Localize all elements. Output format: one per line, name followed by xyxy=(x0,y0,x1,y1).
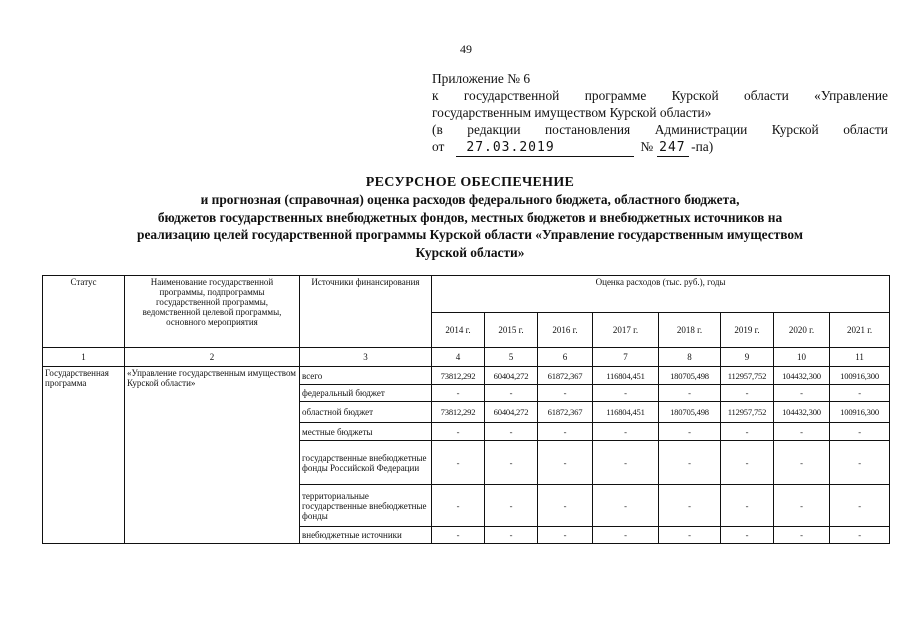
value-cell: - xyxy=(830,385,890,402)
appendix-title: Приложение № 6 xyxy=(432,71,531,86)
heading-line: реализацию целей государственной программы Курской области «Управление государственным имуществом xyxy=(137,227,803,243)
appendix-line-property: государственным имуществом Курской области» xyxy=(432,105,712,120)
value-cell: - xyxy=(432,527,485,544)
heading-line: и прогнозная (справочная) оценка расходов федерального бюджета, областного бюджета, xyxy=(200,192,740,208)
year-header: 2021 г. xyxy=(830,313,890,348)
appendix-word: редакции xyxy=(467,122,521,137)
year-header: 2015 г. xyxy=(485,313,538,348)
value-cell: 73812,292 xyxy=(432,367,485,385)
value-cell: - xyxy=(774,441,830,485)
source-cell: внебюджетные источники xyxy=(300,527,432,544)
column-numbers-row xyxy=(43,348,890,367)
value-cell: 104432,300 xyxy=(774,367,830,385)
header-name: Наименование государственной программы, подпрограммы государственной программы, ведомственной целевой программы, основного мероприятия xyxy=(125,276,300,348)
header-estimate: Оценка расходов (тыс. руб.), годы xyxy=(432,276,890,313)
value-cell: - xyxy=(432,441,485,485)
number-field xyxy=(657,138,689,157)
value-cell: 116804,451 xyxy=(593,367,659,385)
value-cell: - xyxy=(830,441,890,485)
header-status: Статус xyxy=(43,276,125,348)
date-value: 27.03.2019 xyxy=(466,140,555,155)
year-header: 2017 г. xyxy=(593,313,659,348)
value-cell: - xyxy=(485,441,538,485)
number-label: № xyxy=(640,139,654,154)
appendix-word: государственной xyxy=(463,88,560,103)
year-header: 2020 г. xyxy=(774,313,830,348)
column-number: 3 xyxy=(300,348,432,367)
value-cell: 100916,300 xyxy=(830,402,890,423)
value-cell: - xyxy=(721,527,774,544)
value-cell: - xyxy=(659,423,721,441)
source-cell: федеральный бюджет xyxy=(300,385,432,402)
heading-title: РЕСУРСНОЕ ОБЕСПЕЧЕНИЕ xyxy=(365,175,575,190)
value-cell: - xyxy=(538,485,593,527)
value-cell: - xyxy=(774,385,830,402)
value-cell: 100916,300 xyxy=(830,367,890,385)
value-cell: - xyxy=(432,485,485,527)
value-cell: - xyxy=(830,423,890,441)
value-cell: 73812,292 xyxy=(432,402,485,423)
program-name-value: «Управление государственным имуществом Курской области» xyxy=(125,367,300,544)
value-cell: - xyxy=(721,423,774,441)
appendix-word: области xyxy=(744,88,789,103)
value-cell: - xyxy=(659,385,721,402)
column-number: 4 xyxy=(432,348,485,367)
appendix-block xyxy=(432,70,888,157)
value-cell: 60404,272 xyxy=(485,402,538,423)
value-cell: - xyxy=(485,485,538,527)
source-cell: территориальные государственные внебюджетные фонды xyxy=(300,485,432,527)
value-cell: - xyxy=(593,441,659,485)
table-row xyxy=(43,367,890,385)
value-cell: - xyxy=(485,423,538,441)
source-cell: государственные внебюджетные фонды Российской Федерации xyxy=(300,441,432,485)
value-cell: - xyxy=(721,441,774,485)
value-cell: - xyxy=(593,485,659,527)
header-sources: Источники финансирования xyxy=(300,276,432,348)
value-cell: - xyxy=(485,385,538,402)
appendix-word: Курской xyxy=(671,88,719,103)
value-cell: 112957,752 xyxy=(721,367,774,385)
value-cell: - xyxy=(774,485,830,527)
date-prefix: от xyxy=(432,139,445,154)
value-cell: 180705,498 xyxy=(659,402,721,423)
column-number: 5 xyxy=(485,348,538,367)
source-cell: всего xyxy=(300,367,432,385)
value-cell: - xyxy=(659,441,721,485)
table-body xyxy=(43,367,890,544)
value-cell: - xyxy=(432,385,485,402)
value-cell: - xyxy=(721,485,774,527)
appendix-word: Курской xyxy=(771,122,819,137)
appendix-word: к xyxy=(432,88,439,103)
column-number: 8 xyxy=(659,348,721,367)
value-cell: - xyxy=(721,385,774,402)
value-cell: - xyxy=(485,527,538,544)
heading-line: Курской области» xyxy=(415,244,525,260)
year-header: 2019 г. xyxy=(721,313,774,348)
value-cell: - xyxy=(659,527,721,544)
value-cell: 180705,498 xyxy=(659,367,721,385)
column-number: 11 xyxy=(830,348,890,367)
year-header: 2018 г. xyxy=(659,313,721,348)
value-cell: - xyxy=(774,527,830,544)
date-field xyxy=(456,138,634,157)
appendix-word: постановления xyxy=(545,122,631,137)
resource-table xyxy=(42,275,890,544)
value-cell: - xyxy=(659,485,721,527)
value-cell: - xyxy=(538,385,593,402)
value-cell: 61872,367 xyxy=(538,367,593,385)
column-number: 10 xyxy=(774,348,830,367)
column-number: 2 xyxy=(125,348,300,367)
appendix-word: Администрации xyxy=(654,122,748,137)
value-cell: - xyxy=(538,527,593,544)
value-cell: - xyxy=(830,527,890,544)
value-cell: - xyxy=(432,423,485,441)
value-cell: - xyxy=(830,485,890,527)
heading-line: бюджетов государственных внебюджетных фондов, местных бюджетов и внебюджетных источников на xyxy=(157,209,783,225)
value-cell: - xyxy=(593,385,659,402)
value-cell: 104432,300 xyxy=(774,402,830,423)
source-cell: местные бюджеты xyxy=(300,423,432,441)
value-cell: - xyxy=(538,441,593,485)
value-cell: - xyxy=(593,527,659,544)
year-header: 2014 г. xyxy=(432,313,485,348)
appendix-line-edition xyxy=(432,121,888,138)
appendix-word: области xyxy=(843,122,888,137)
number-suffix: -па) xyxy=(691,139,714,154)
value-cell: 112957,752 xyxy=(721,402,774,423)
page-number: 49 xyxy=(460,42,472,56)
source-cell: областной бюджет xyxy=(300,402,432,423)
column-number: 6 xyxy=(538,348,593,367)
value-cell: - xyxy=(774,423,830,441)
column-number: 1 xyxy=(43,348,125,367)
value-cell: 116804,451 xyxy=(593,402,659,423)
appendix-word: программе xyxy=(584,88,647,103)
status-value: Государственная программа xyxy=(43,367,125,544)
value-cell: 60404,272 xyxy=(485,367,538,385)
appendix-line-program xyxy=(432,87,888,104)
year-header: 2016 г. xyxy=(538,313,593,348)
number-value: 247 xyxy=(659,140,686,155)
appendix-word: (в xyxy=(432,122,443,137)
appendix-date-row xyxy=(432,138,888,157)
column-number: 7 xyxy=(593,348,659,367)
document-heading xyxy=(60,174,880,261)
value-cell: - xyxy=(593,423,659,441)
value-cell: - xyxy=(538,423,593,441)
appendix-word: «Управление xyxy=(814,88,888,103)
value-cell: 61872,367 xyxy=(538,402,593,423)
column-number: 9 xyxy=(721,348,774,367)
